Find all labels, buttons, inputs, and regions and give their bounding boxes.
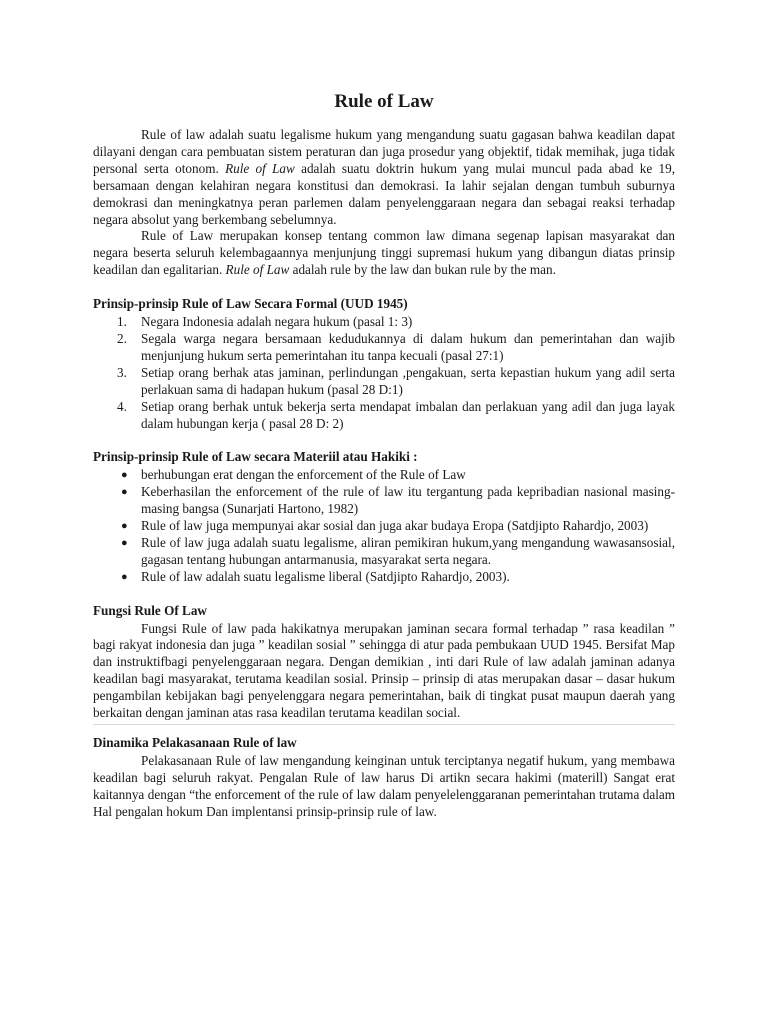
list-item-text: Setiap orang berhak atas jaminan, perlindungan ,pengakuan, serta kepastian hukum yang adil serta perlakuan sama di hadapan hukum (pasal 28 D:1) bbox=[141, 364, 675, 397]
list-item-text: Segala warga negara bersamaan kedudukannya di dalam hukum dan pemerintahan dan wajib menjunjung hukum serta pemerintahan itu tanpa kecuali (pasal 27:1) bbox=[141, 330, 675, 363]
list-number: 3. bbox=[117, 364, 127, 380]
bullet-icon: ● bbox=[121, 469, 128, 482]
intro-p2-italic: Rule of Law bbox=[225, 262, 290, 278]
dinamika-section bbox=[93, 735, 675, 821]
intro-p2-text-b: adalah rule by the law dan bukan rule by the man. bbox=[289, 262, 556, 278]
list-item-text: Keberhasilan the enforcement of the rule of law itu tergantung pada kepribadian nasional masing-masing bangsa (Sunarjati Hartono, 1982) bbox=[141, 484, 675, 517]
list-item-text: Negara Indonesia adalah negara hukum (pasal 1: 3) bbox=[141, 314, 413, 330]
list-item bbox=[93, 467, 675, 484]
list-item bbox=[93, 314, 675, 331]
divider bbox=[93, 724, 675, 725]
intro-p2-text-a: Rule of Law merupakan konsep tentang common law dimana segenap lapisan masyarakat dan negara beserta seluruh kelembagaannya menjunjung tinggi supremasi hukum yang dibangun diatas prinsip keadilan dan egalitarian. bbox=[93, 228, 675, 278]
list-number: 2. bbox=[117, 330, 127, 346]
list-number: 1. bbox=[117, 314, 127, 330]
list-item bbox=[93, 331, 675, 365]
materiil-list bbox=[93, 467, 675, 585]
list-number: 4. bbox=[117, 398, 127, 414]
list-item bbox=[93, 365, 675, 399]
bullet-icon: ● bbox=[121, 486, 128, 499]
bullet-icon: ● bbox=[121, 536, 128, 549]
dinamika-heading: Dinamika Pelakasanaan Rule of law bbox=[93, 735, 297, 750]
bullet-icon: ● bbox=[121, 520, 128, 533]
list-item-text: Rule of law adalah suatu legalisme liberal (Satdjipto Rahardjo, 2003). bbox=[141, 568, 510, 584]
list-item bbox=[93, 518, 675, 535]
intro-paragraph-1 bbox=[93, 127, 675, 228]
intro-p1-text-a: Rule of law adalah suatu legalisme hukum yang mengandung suatu gagasan bahwa keadilan dapat dilayani dengan cara pembuatan sistem peraturan dan juga prosedur yang objektif, tidak memihak, juga tidak personal serta otonom. bbox=[93, 127, 675, 176]
list-item-text: Rule of law juga mempunyai akar sosial dan juga akar budaya Eropa (Satdjipto Rahardjo, 2003) bbox=[141, 518, 649, 534]
formal-list bbox=[93, 314, 675, 432]
materiil-heading: Prinsip-prinsip Rule of Law secara Materiil atau Hakiki : bbox=[93, 449, 418, 465]
formal-section bbox=[93, 296, 675, 432]
fungsi-heading: Fungsi Rule Of Law bbox=[93, 602, 207, 618]
fungsi-section bbox=[93, 603, 675, 725]
intro-paragraph-2 bbox=[93, 228, 675, 279]
list-item bbox=[93, 484, 675, 518]
formal-heading: Prinsip-prinsip Rule of Law Secara Formal (UUD 1945) bbox=[93, 296, 408, 312]
dinamika-paragraph: Pelakasanaan Rule of law mengandung keinginan untuk terciptanya negatif hukum, yang membawa keadilan bagi seluruh rakyat. Pengalan Rule of law harus Di artikn secara hakimi (materill) Sangat erat kaitannya dengan “the enforcement of the rule of law dalam penyelelenggaranan pemerintahan trutama dalam Hal pengalan hokum Dan implentansi prinsip-prinsip rule of law. bbox=[93, 752, 675, 819]
list-item-text: Rule of law juga adalah suatu legalisme, aliran pemikiran hukum,yang mengandung wawasansosial, gagasan tentang hubungan antarmanusia, masyarakat serta negara. bbox=[141, 534, 675, 567]
intro-p1-italic: Rule of Law bbox=[225, 160, 295, 176]
bullet-icon: ● bbox=[121, 570, 128, 583]
intro-p1-text-b: adalah suatu doktrin hukum yang mulai muncul pada abad ke 19, bersamaan dengan kelahiran negara konstitusi dan demokrasi. Ia lahir sejalan dengan tumbuh suburnya demokrasi dan meningkatnya peran parlemen dalam penyelenggaraan negara dan sebagai reaksi terhadap negara absolut yang berkembang sebelumnya. bbox=[93, 160, 675, 227]
list-item bbox=[93, 399, 675, 433]
page-title: Rule of Law bbox=[334, 91, 434, 112]
list-item bbox=[93, 535, 675, 569]
list-item-text: Setiap orang berhak untuk bekerja serta mendapat imbalan dan perlakuan yang adil dan juga layak dalam hubungan kerja ( pasal 28 D: 2) bbox=[141, 398, 675, 431]
list-item bbox=[93, 569, 675, 586]
list-item-text: berhubungan erat dengan the enforcement of the Rule of Law bbox=[141, 467, 466, 483]
fungsi-paragraph: Fungsi Rule of law pada hakikatnya merupakan jaminan secara formal terhadap ” rasa keadilan ” bagi rakyat indonesia dan juga ” keadilan sosial ” sehingga di atur pada pembukaan UUD 1945. Bersifat Map dan instruktifbagi penyelenggaraan negara. Dengan demikian , inti dari Rule of law adalah jaminan adanya keadilan bagi masyarakat, terutama keadilan sosial. Prinsip – prinsip di atas merupakan dasar – dasar hukum pengambilan kebijakan bagi penyelenggara negara pemerintahan, baik di tingkat pusat maupun daerah yang berkaitan dengan jaminan atas rasa keadilan terutama keadilan social. bbox=[93, 620, 675, 721]
materiil-section bbox=[93, 449, 675, 585]
